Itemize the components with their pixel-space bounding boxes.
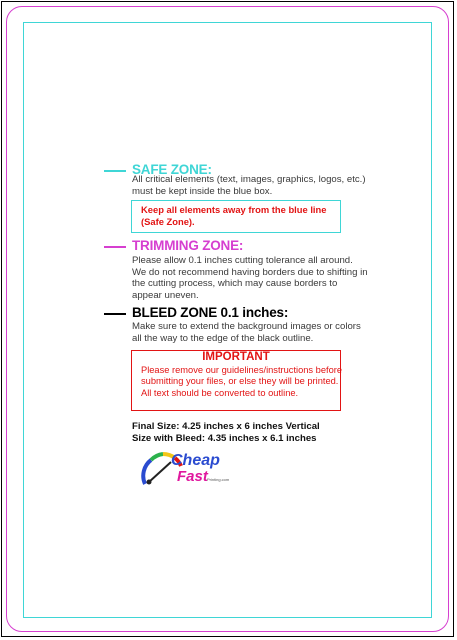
important-title: IMPORTANT xyxy=(202,351,270,363)
trimming-zone-title: TRIMMING ZONE: xyxy=(132,238,244,253)
cheap-fast-printing-logo xyxy=(141,448,237,492)
size-info xyxy=(132,421,320,445)
trimming-zone-marker xyxy=(104,246,126,248)
safe-zone-notice-line: (Safe Zone). xyxy=(141,215,195,227)
bleed-zone-line: Make sure to extend the background images or colors xyxy=(132,321,361,332)
safe-zone-line: must be kept inside the blue box. xyxy=(132,185,273,197)
important-notice xyxy=(131,350,341,411)
logo-tagline: Printing.com xyxy=(207,477,230,482)
important-line: All text should be converted to outline. xyxy=(141,387,299,398)
important-text xyxy=(132,365,343,399)
safe-zone-notice-line: Keep all elements away from the blue line xyxy=(141,204,327,215)
bleed-zone-title: BLEED ZONE 0.1 inches: xyxy=(132,305,289,320)
bleed-zone-description xyxy=(132,321,361,344)
safe-zone-outline xyxy=(23,22,432,618)
safe-zone-notice xyxy=(131,200,341,233)
trimming-zone-line: the cutting process, which may cause borders to xyxy=(132,278,338,289)
safe-zone-description xyxy=(132,174,366,197)
trimming-zone-description xyxy=(132,255,368,301)
trimming-zone-line: We do not recommend having borders due to shifting in xyxy=(132,266,368,278)
trimming-zone-line: appear uneven. xyxy=(132,289,199,301)
important-line: submitting your files, or else they will be printed. xyxy=(141,376,339,387)
trimming-zone-line: Please allow 0.1 inches cutting tolerance all around. xyxy=(132,255,353,266)
bleed-zone-marker xyxy=(104,313,126,315)
important-line: Please remove our guidelines/instructions before xyxy=(141,365,343,376)
size-with-bleed: Size with Bleed: 4.35 inches x 6.1 inches xyxy=(132,432,317,444)
logo-word-fast: Fast xyxy=(177,468,208,485)
safe-zone-line: All critical elements (text, images, graphics, logos, etc.) xyxy=(132,174,366,185)
logo-word-cheap: Cheap xyxy=(171,452,220,469)
bleed-zone-line: all the way to the edge of the black outline. xyxy=(132,332,314,344)
final-size: Final Size: 4.25 inches x 6 inches Vertical xyxy=(132,421,320,432)
safe-zone-title: SAFE ZONE: xyxy=(132,162,212,177)
safe-zone-marker xyxy=(104,170,126,172)
